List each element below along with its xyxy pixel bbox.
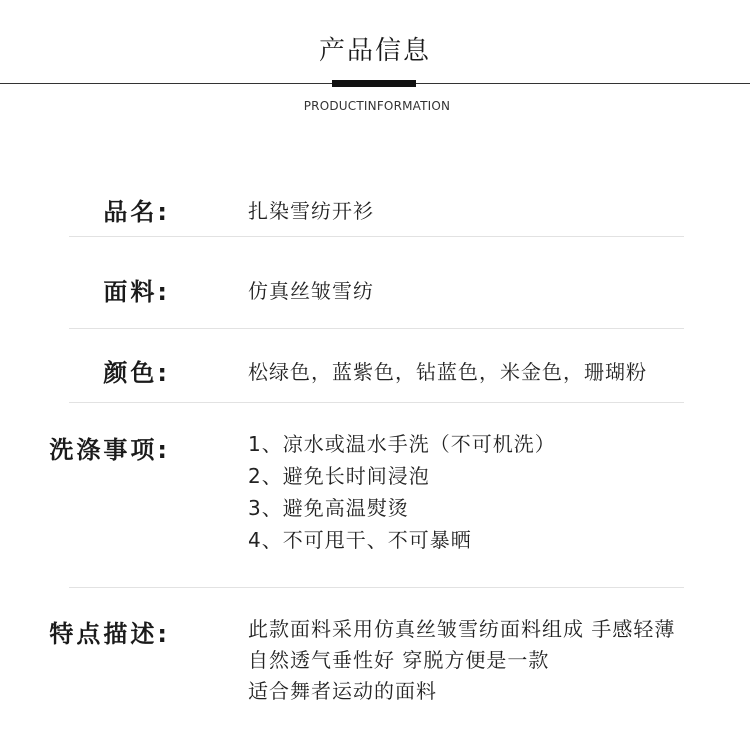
color-label: 颜色: bbox=[103, 359, 170, 387]
features-label: 特点描述: bbox=[49, 620, 170, 648]
features-description-line: 自然透气垂性好 穿脱方便是一款 bbox=[248, 648, 550, 672]
header-accent-bar bbox=[332, 80, 416, 87]
product-name-label: 品名: bbox=[103, 198, 170, 226]
features-description-line: 此款面料采用仿真丝皱雪纺面料组成 手感轻薄 bbox=[248, 617, 676, 641]
color-value: 松绿色，蓝紫色，钻蓝色，米金色，珊瑚粉 bbox=[248, 360, 647, 384]
washing-instruction-item: 4、不可甩干、不可暴晒 bbox=[248, 528, 472, 552]
features-description-line: 适合舞者运动的面料 bbox=[248, 679, 437, 703]
washing-label: 洗涤事项: bbox=[49, 436, 170, 464]
washing-instruction-item: 2、避免长时间浸泡 bbox=[248, 464, 430, 488]
product-name-value: 扎染雪纺开衫 bbox=[248, 199, 374, 223]
section-subtitle: PRODUCTINFORMATION bbox=[303, 99, 451, 113]
fabric-value: 仿真丝皱雪纺 bbox=[248, 279, 374, 303]
section-title: 产品信息 bbox=[318, 36, 431, 66]
row-divider bbox=[69, 402, 684, 403]
row-divider bbox=[69, 236, 684, 237]
fabric-label: 面料: bbox=[103, 278, 170, 306]
row-divider bbox=[69, 587, 684, 588]
features-description bbox=[248, 614, 675, 707]
washing-instruction-item: 3、避免高温熨烫 bbox=[248, 496, 409, 520]
washing-instruction-item: 1、凉水或温水手洗（不可机洗） bbox=[248, 432, 556, 456]
row-divider bbox=[69, 328, 684, 329]
washing-instructions-list bbox=[248, 428, 556, 556]
